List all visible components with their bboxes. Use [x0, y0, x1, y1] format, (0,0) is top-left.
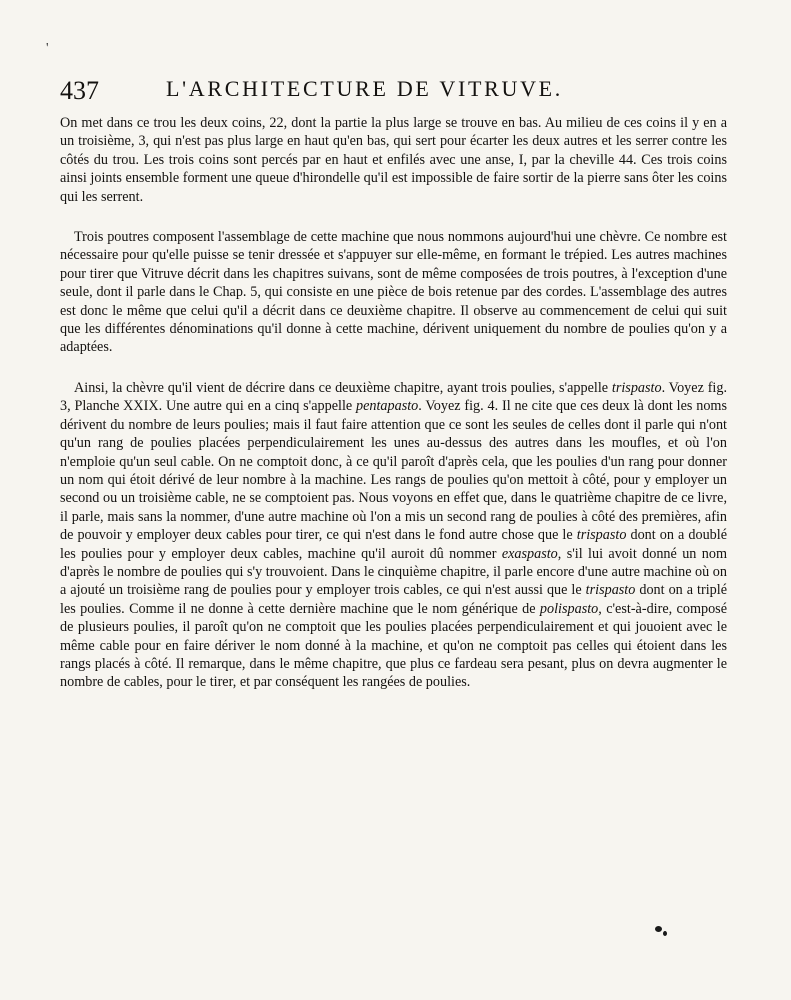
- ink-spot: [663, 931, 667, 936]
- paragraph-1: [60, 114, 727, 206]
- text-run: dont on a doublé les poulies pour y employer deux cables, machine qu'il auroit dû nommer: [60, 527, 727, 562]
- paragraph-2: [60, 228, 727, 357]
- running-title: L'ARCHITECTURE DE VITRUVE.: [166, 76, 564, 101]
- text-run: On met dans ce trou les deux coins, 22, dont la partie la plus large se trouve en bas. Au milieu de ces coins il y en a un troisième, 3, qui n'est pas plus large en haut qu'en bas, qui sert pour écarter les deux autres et les serrer contre les côtés du trou. Les trois coins sont percés par en haut et enfilés avec une anse, I, par la cheville 44. Ces trois coins ainsi joints ensemble forment une queue d'hirondelle qu'il est impossible de faire sortir de la pierre sans ôter les coins qui les serrent.: [60, 115, 727, 205]
- margin-tick-mark: ': [46, 41, 49, 56]
- italic-term: pentapasto: [356, 398, 419, 415]
- text-run: , s'il lui avoit donné un nom d'après le nombre de poulies qui s'y trouvoient. Dans le cinquième chapitre, il parle encore d'une autre machine où on a ajouté un troisième rang de poulies pour y employer trois cables, ce qui n'est aussi que le: [60, 545, 727, 599]
- page-header: [60, 74, 620, 108]
- text-run: Trois poutres composent l'assemblage de cette machine que nous nommons aujourd'hui une chèvre. Ce nombre est nécessaire pour qu'elle puisse se tenir dressée et s'appuyer sur elle-même, en formant le trépied. Les autres machines pour tirer que Vitruve décrit dans les chapitres suivans, sont de même composées de trois poutres, à l'exception d'une seule, dont il parle dans le Chap. 5, qui consiste en une pièce de bois retenue par des cordes. L'assemblage des autres est donc le même que celui qu'il a décrit dans ce deuxième chapitre. Il observe au commencement de celui qui suit que les différentes dénominations qu'il donne à cette machine, dérivent uniquement du nombre de poulies qu'on y a adaptées.: [60, 229, 727, 356]
- page-number: 437: [60, 76, 99, 105]
- text-run: , c'est-à-dire, composé de plusieurs poulies, il paroît qu'on ne comptoit que les poulies placées perpendiculairement et qui jouoient avec le même cable pour en faire dériver le nom donné à la machine, et qu'on ne comptoit pas celles qui étoient dans les rangs placés à côté. Il remarque, dans le même chapitre, que plus ce fardeau sera pesant, plus on devra augmenter le nombre de cables, pour le tirer, et par conséquent les rangées de poulies.: [60, 600, 727, 691]
- ink-spot: [655, 926, 662, 932]
- italic-term: trispasto: [585, 582, 636, 599]
- italic-term: trispasto: [611, 379, 662, 396]
- italic-term: polispasto: [539, 600, 599, 617]
- italic-term: trispasto: [576, 527, 627, 544]
- text-run: . Voyez fig. 3, Planche XXIX. Une autre qui en a cinq s'appelle: [60, 379, 727, 415]
- italic-term: exaspasto: [501, 545, 558, 562]
- text-run: dont on a triplé les poulies. Comme il ne donne à cette dernière machine que le nom générique de: [60, 582, 727, 617]
- text-run: Ainsi, la chèvre qu'il vient de décrire dans ce deuxième chapitre, ayant trois poulies, s'appelle: [74, 379, 612, 396]
- body-text: [60, 114, 727, 692]
- paragraph-3: [60, 379, 727, 692]
- text-run: . Voyez fig. 4. Il ne cite que ces deux là dont les noms dérivent du nombre de leurs poulies; mais il faut faire attention que ce sont les seules de celles dont il parle qui n'ont qu'un rang de poulies placées perpendiculairement les unes au-dessus des autres dans les moufles, et où l'on n'emploie qu'un seul cable. On ne comptoit donc, à ce qu'il paroît d'après cela, que les poulies d'un rang pour donner un nom qui étoit dérivé de leur nombre à la machine. Les rangs de poulies qu'on mettoit à côté, pour y employer un second ou un troisième cable, ne se comptoient pas. Nous voyons en effet que, dans le quatrième chapitre de ce livre, il parle, mais sans la nommer, d'une autre machine où l'on a mis un second rang de poulies à côté des premières, afin de pouvoir y employer deux cables pour tirer, ce qui n'est dans le fond autre chose que le: [60, 398, 727, 544]
